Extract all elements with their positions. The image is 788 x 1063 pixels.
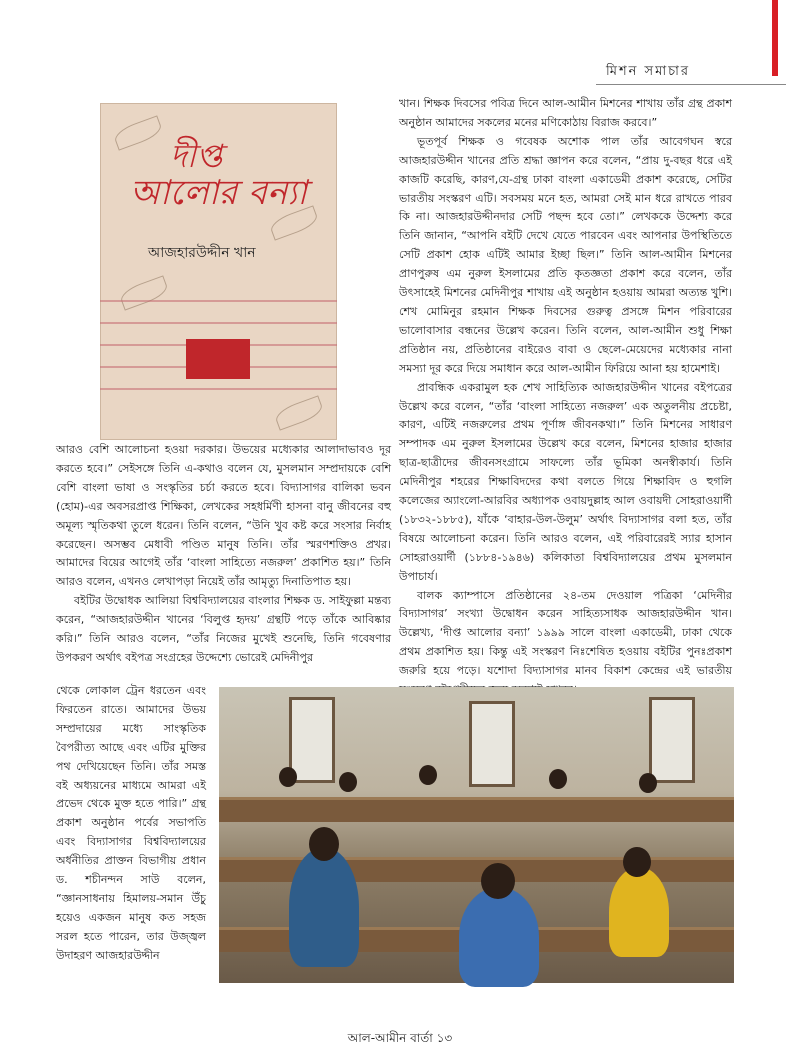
paragraph: আরও বেশি আলোচনা হওয়া দরকার। উভয়ের মধ্যেকার আলাদাভাবও দূর করতে হবে।” সেইসঙ্গে তিনি এ-কথাও বলেন যে, মুসলমান সম্প্রদায়কে বেশি বেশি বাংলা ভাষা ও সংস্কৃতির চর্চা করতে হবে। বিদ্যাসাগর বালিকা ভবন (হোম)-এর অবসরপ্রাপ্ত শিক্ষিকা, লেখকের সহধর্মিণী হাসনা বানু জীবনের বহু অমূল্য স্মৃতিকথা তুলে ধরেন। তিনি বলেন, “উনি খুব কষ্ট করে সংসার নির্বাহ করেছেন। অসম্ভব মেধাবী পণ্ডিত মানুষ তিনি। তাঁর স্মরণশক্তিও প্রখর। আমাদের বিয়ের আগেই তাঁর ‘বাংলা সাহিত্যে নজরুল’ প্রকাশিত হয়।” তিনি আরও বলেন, এখনও লেখাপড়া নিয়েই তাঁর আমৃত্যু দিনাতিপাত হয়। [56, 443, 391, 589]
photo-student-front [309, 827, 339, 861]
photo-student-front [481, 863, 515, 899]
photo-student-front [289, 847, 359, 967]
photo-student [419, 765, 437, 785]
paragraph: খান। শিক্ষক দিবসের পবিত্র দিনে আল-আমীন মিশনের শাখায় তাঁর গ্রন্থ প্রকাশ অনুষ্ঠান আমাদের সকলের মনের মণিকোঠায় বিরাজ করবে।” [399, 97, 732, 129]
paragraph: থেকে লোকাল ট্রেন ধরতেন এবং ফিরতেন রাতে। আমাদের উভয় সম্প্রদায়ের মধ্যে সাংস্কৃতিক বৈপরীত্য আছে এবং এটির মুক্তির পথ দেখিয়েছেন তিনি। তাঁর সমস্ত বই অধ্যয়নের মাধ্যমে আমরা এই প্রভেদ থেকে মুক্ত হতে পারি।” গ্রন্থ প্রকাশ অনুষ্ঠান পর্বের সভাপতি এবং বিদ্যাসাগর বিশ্ববিদ্যালয়ের অর্ধনীতির প্রাক্তন বিভাগীয় প্রধান ড. শচীনন্দন সাউ বলেন, “জ্ঞানসাধনায় হিমালয়-সমান উঁচু হয়েও একজন মানুষ কত সহজ সরল হতে পারেন, তার উজ্জ্বল উদাহরণ আজহারউদ্দীন [56, 684, 206, 962]
leaf-ornament [112, 115, 164, 150]
paragraph: বইটির উদ্বোধক আলিয়া বিশ্ববিদ্যালয়ের বাংলার শিক্ষক ড. সাইফুল্লা মন্তব্য করেন, “আজহারউদ্দীন খানের ‘বিলুপ্ত হৃদয়’ গ্রন্থটি পড়ে তাঁকে আবিষ্কার করি।” তিনি আরও বলেন, “তাঁর নিজের মুখেই শুনেছি, তিনি গবেষণার উপকরণ অর্থাৎ বইপত্র সংগ্রহের উদ্দেশ্যে ভোরেই মেদিনীপুর [56, 594, 391, 664]
photo-student [549, 769, 567, 789]
book-title-line2: আলোর বন্যা [130, 173, 307, 213]
photo-student-front [459, 887, 539, 987]
article-left-column [56, 441, 391, 681]
leaf-ornament [273, 395, 325, 430]
article-right-column [399, 95, 732, 690]
photo-window [649, 697, 695, 783]
header-rule [596, 84, 786, 85]
paragraph: প্রাবন্ধিক একরামুল হক শেখ সাহিত্যিক আজহারউদ্দীন খানের বইপত্রের উল্লেখ করে বলেন, “তাঁর ‘বাংলা সাহিত্যে নজরুল’ এক অতুলনীয় প্রচেষ্টা, কারণ, এটিই নজরুলের প্রথম পূর্ণাঙ্গ জীবনকথা।” তিনি মিশনের সাধারণ সম্পাদক এম নুরুল ইসলামের উল্লেখ করে বলেন, মিশনের হাজার হাজার ছাত্র-ছাত্রীদের জীবনসংগ্রামে সাফল্যে তাঁর ভূমিকা অনস্বীকার্য। তিনি মেদিনীপুর শহরের শিক্ষাবিদদের কথা বলতে গিয়ে শিক্ষাবিদ ও হুগলি কলেজের অ্যাংলো-আরবির অধ্যাপক ওবায়দুল্লাহ আল ওবায়দী সোহরাওয়ার্দী (১৮৩২-১৮৮৫), যাঁকে ‘বাহার-উল-উলুম’ অর্থাৎ বিদ্যাসাগর বলা হত, তাঁর বিষয়ে আলোচনা করেন। তিনি আরও বলেন, এই পরিবারেরই স্যার হাসান সোহরাওয়ার্দী (১৮৮৪-১৯৪৬) কলিকাতা বিশ্ববিদ্যালয়ের প্রথম মুসলমান উপাচার্য। [399, 380, 732, 583]
magazine-name: আল-আমীন বার্তা [347, 1031, 433, 1045]
section-title: মিশন সমাচার [606, 64, 691, 79]
photo-student [339, 772, 357, 792]
photo-window [469, 701, 515, 787]
header-accent-bar [772, 0, 778, 76]
photo-desk-row [219, 797, 734, 822]
page-footer [300, 1030, 500, 1052]
photo-student-front [623, 847, 651, 877]
paragraph: বালক ক্যাম্পাসে প্রতিষ্ঠানের ২৪-তম দেওয়াল পত্রিকা ‘মেদিনীর বিদ্যাসাগর’ সংখ্যা উদ্বোধন করেন সাহিত্যসাধক আজহারউদ্দীন খান। উল্লেখ্য, ‘দীপ্ত আলোর বন্যা’ ১৯৯৯ সালে বাংলা একাডেমী, ঢাকা থেকে প্রথম প্রকাশিত হয়। কিন্তু এই সংস্করণ নিঃশেষিত হওয়ায় বইটির পুনঃপ্রকাশ জরুরি হয়ে পড়ে। যশোদা বিদ্যাসাগর মানব বিকাশ কেন্দ্রের এই ভারতীয় [399, 588, 732, 678]
page-number: ১৩ [436, 1031, 453, 1045]
book-cover-image [100, 103, 337, 440]
photo-student [279, 767, 297, 787]
paragraph: ভূতপূর্ব শিক্ষক ও গবেষক অশোক পাল তাঁর আবেগঘন স্বরে আজহারউদ্দীন খানের প্রতি শ্রদ্ধা জ্ঞাপন করে বলেন, “প্রায় দু-বছর ধরে এই কাজটি করেছি, কারণ,যে-গ্রন্থ ঢাকা বাংলা একাডেমী প্রকাশ করেছে, সেটির ভারতীয় সংস্করণ এটি। সবসময় মনে হত, আমরা সেই মান ধরে রাখতে পারব কি না। আজহারউদ্দীনদার সেটি পছন্দ হবে তো।” লেখককে উদ্দেশ্য করে তিনি জানান, “আপনি বইটি দেখে যেতে পারবেন এবং আপনার উপস্থিতিতে সেটি প্রকাশ হোক এটিই আমার ইচ্ছা ছিল।” তিনি আল-আমীন মিশনের প্রাণপুরুষ এম নুরুল ইসলামের প্রতি কৃতজ্ঞতা প্রকাশ করে বলেন, তাঁর উৎসাহেই মিশনের মেদিনীপুর শাখায় এই অনুষ্ঠান হওয়ায় আমরা অত্যন্ত খুশি। শেখ মোমিনুর রহমান শিক্ষক দিবসের গুরুত্ব প্রসঙ্গে মিশন পরিবারের ভালোবাসার বন্ধনের উল্লেখ করেন। তিনি বলেন, আল-আমীন শুধু শিক্ষা প্রতিষ্ঠান নয়, প্রতিষ্ঠানের বাইরেও বাবা ও ছেলে-মেয়েদের মধ্যেকার নানা সমস্যা দূর করে দিয়ে সমাধান করে আল-আমীন ফিরিয়ে আনা হয় হামেশাই। [399, 134, 732, 375]
book-cover-red-block [186, 339, 250, 379]
photo-student-front [609, 867, 669, 957]
book-author: আজহারউদ্দীন খান [148, 245, 256, 261]
photo-window [289, 697, 335, 783]
classroom-photo [219, 687, 734, 983]
photo-student [639, 773, 657, 793]
article-narrow-column [56, 682, 206, 982]
book-title-line1: দীপ্ত [170, 137, 223, 175]
